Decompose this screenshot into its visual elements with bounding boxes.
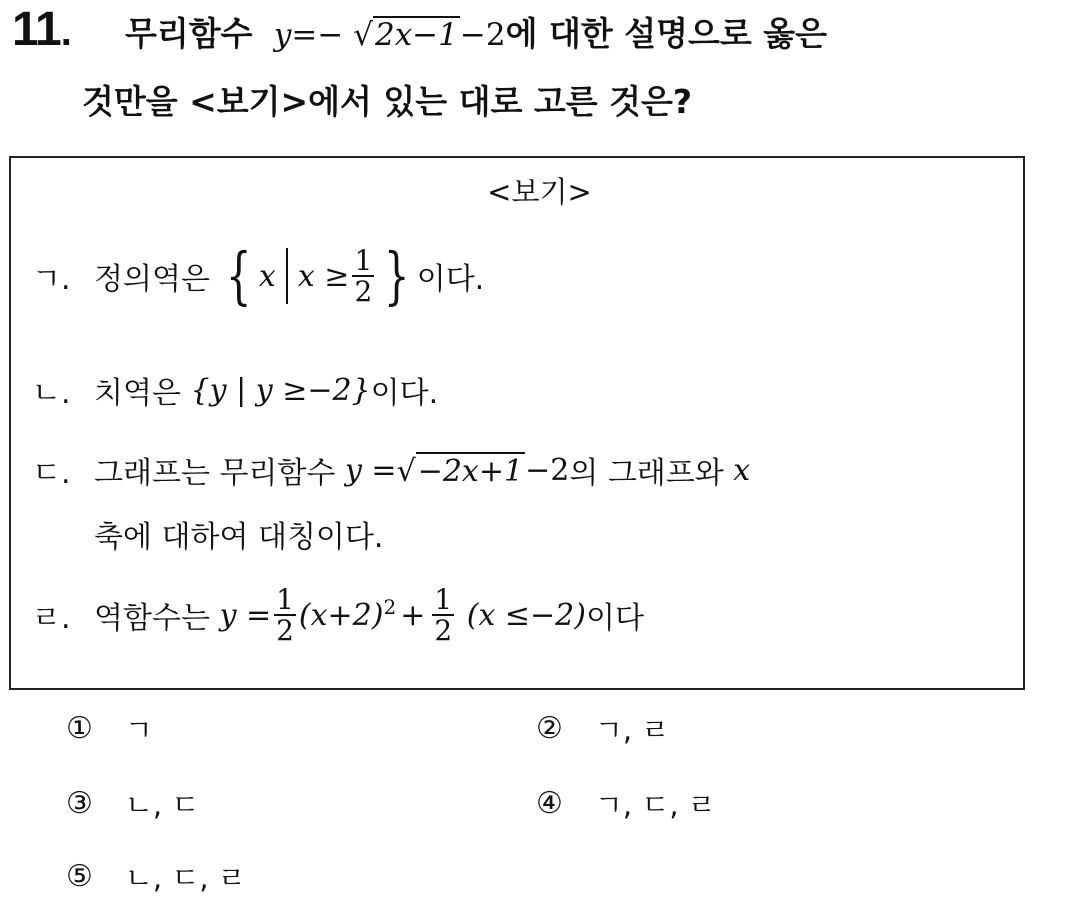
choice-number: ⑤	[66, 859, 93, 894]
question-text-before: 무리함수	[125, 14, 253, 53]
fraction-numerator: 1	[354, 243, 373, 277]
item-post-text: 이다	[585, 601, 644, 637]
item-func-tail: −2	[525, 452, 570, 488]
fraction-denominator: 2	[276, 614, 294, 648]
item-mark: ㄱ.	[32, 262, 71, 297]
choice-answer: ㄱ	[124, 713, 153, 747]
choice-number: ②	[536, 711, 563, 746]
sqrt-sign-icon: √	[353, 17, 373, 53]
bogi-item-nieun	[32, 368, 438, 412]
left-brace: {	[226, 239, 253, 312]
item-axis-variable: x	[733, 452, 751, 488]
item-post-text: 이다.	[416, 262, 485, 297]
right-brace: }	[384, 239, 410, 312]
inverse-eq: y =	[219, 597, 272, 633]
inverse-domain-condition: (x ≤−2)	[466, 597, 586, 633]
item-post-text: 이다.	[370, 376, 439, 411]
fraction-numerator: 1	[276, 583, 294, 616]
inverse-mid-expression: (x+2)	[298, 597, 384, 633]
item-mark: ㄹ.	[32, 601, 71, 637]
item-radicand: −2x+1	[417, 453, 524, 489]
choice-answer: ㄴ, ㄷ	[124, 788, 200, 822]
bogi-item-giyeok	[32, 239, 485, 312]
bogi-item-digeut	[32, 448, 750, 492]
choice-3[interactable]	[66, 783, 199, 824]
item-mark: ㄷ.	[32, 456, 71, 491]
item-func-y: y =	[344, 452, 397, 488]
question-func-tail: −2	[459, 17, 506, 53]
fraction-denominator: 2	[434, 614, 453, 648]
question-number-value: 11	[12, 3, 61, 56]
question-radicand: 2x−1	[374, 17, 458, 53]
bogi-item-digeut-line2: 축에 대하여 대칭이다.	[94, 520, 384, 555]
question-text-line2: 것만을 <보기>에서 있는 대로 고른 것은?	[82, 82, 693, 121]
question-func-eq: =−	[291, 17, 344, 53]
item-pre-text: 역함수는	[94, 601, 210, 637]
choice-answer: ㄱ, ㄹ	[594, 713, 670, 747]
item-sqrt	[397, 452, 526, 489]
question-text-after: 에 대한 설명으로 옳은	[505, 14, 827, 53]
sqrt-sign-icon: √	[396, 453, 416, 489]
inverse-power: 2	[383, 595, 397, 619]
item-mark: ㄴ.	[32, 376, 71, 411]
choice-number: ③	[66, 786, 93, 821]
fraction-one-half	[432, 585, 454, 646]
set-divider	[286, 248, 288, 304]
fraction-one-half	[352, 243, 374, 308]
choice-number: ④	[536, 786, 563, 821]
fraction-numerator: 1	[434, 583, 453, 616]
item-pre-text: 치역은	[94, 376, 181, 411]
choice-number: ①	[66, 711, 93, 746]
range-set-expression: {y | y ≥−2}	[190, 372, 371, 408]
question-number	[12, 3, 71, 56]
set-condition: x ≥	[297, 258, 350, 294]
question-function	[264, 17, 506, 53]
choice-5[interactable]	[66, 856, 246, 897]
choice-1[interactable]	[66, 708, 153, 749]
choice-4[interactable]	[536, 783, 716, 824]
bogi-title: <보기>	[487, 175, 592, 209]
question-func-y: y	[273, 17, 292, 53]
question-text-line1	[125, 16, 827, 52]
item-post-text: 의 그래프와	[569, 456, 724, 491]
item-pre-text: 정의역은	[94, 262, 210, 297]
question-number-dot: .	[60, 10, 71, 54]
question-sqrt	[353, 16, 460, 52]
fraction-one-half	[274, 585, 296, 646]
item-pre-text: 그래프는 무리함수	[94, 456, 336, 491]
fraction-denominator: 2	[354, 275, 373, 308]
set-variable: x	[258, 258, 276, 294]
bogi-item-rieul	[32, 585, 644, 646]
choice-answer: ㄴ, ㄷ, ㄹ	[124, 861, 246, 895]
inverse-plus: +	[400, 597, 426, 633]
choice-answer: ㄱ, ㄷ, ㄹ	[594, 788, 716, 822]
choice-2[interactable]	[536, 708, 669, 749]
